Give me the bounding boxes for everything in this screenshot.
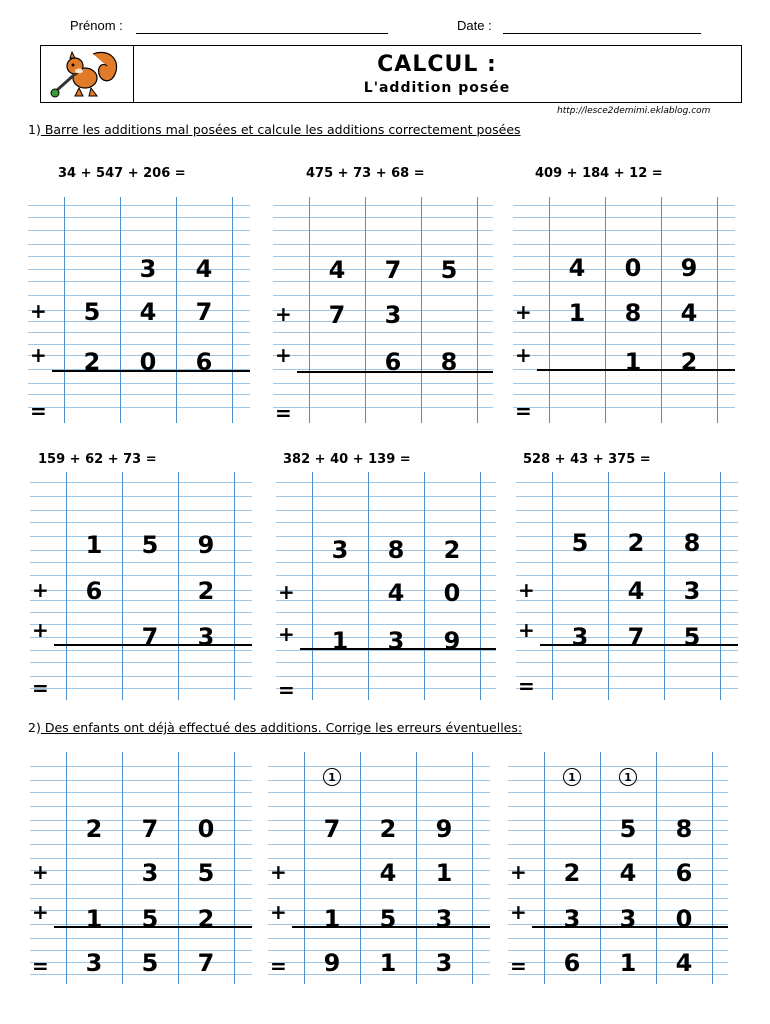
digit-cell: 3: [141, 859, 159, 887]
grid-hline: [513, 205, 735, 206]
digit-cell: 2: [85, 815, 103, 843]
plus-sign: +: [515, 300, 532, 324]
grid-hline: [276, 624, 496, 625]
equals-sign: =: [32, 954, 49, 978]
result-cell[interactable]: 1: [619, 949, 637, 977]
grid-hline: [30, 662, 252, 663]
digit-cell: 8: [387, 536, 405, 564]
digit-cell: 7: [384, 256, 402, 284]
digit-cell: 4: [568, 254, 586, 282]
grid-hline: [513, 383, 735, 384]
digit-cell: 2: [563, 859, 581, 887]
digit-cell: 5: [683, 623, 701, 651]
digit-cell: 7: [141, 815, 159, 843]
grid-hline: [268, 844, 490, 845]
digit-cell: 9: [197, 531, 215, 559]
expression-4: 159 + 62 + 73 =: [38, 452, 157, 467]
grid-hline: [508, 766, 728, 767]
digit-cell: 6: [384, 348, 402, 376]
digit-cell: 4: [328, 256, 346, 284]
grid-vline: [477, 197, 478, 423]
section2-number: 2): [28, 720, 41, 735]
digit-cell: 1: [435, 859, 453, 887]
addition-grid-7: [30, 752, 252, 984]
grid-hline: [273, 383, 493, 384]
grid-hline: [30, 792, 252, 793]
digit-cell: 5: [571, 529, 589, 557]
digit-cell: 0: [197, 815, 215, 843]
grid-hline: [508, 844, 728, 845]
grid-hline: [276, 482, 496, 483]
grid-hline: [516, 562, 738, 563]
digit-cell: 9: [680, 254, 698, 282]
digit-cell: 0: [675, 905, 693, 933]
expression-6: 528 + 43 + 375 =: [523, 452, 651, 467]
grid-hline: [30, 780, 252, 781]
grid-vline: [234, 752, 235, 984]
addition-grid-2: [273, 197, 493, 423]
digit-cell: 5: [440, 256, 458, 284]
digit-cell: 8: [683, 529, 701, 557]
grid-vline: [712, 752, 713, 984]
equals-sign: =: [518, 674, 535, 698]
grid-vline: [717, 197, 718, 423]
grid-hline: [30, 510, 252, 511]
addition-grid-1: [28, 197, 250, 423]
logo-cell: [41, 46, 134, 102]
digit-cell: 4: [139, 298, 157, 326]
plus-sign: +: [518, 578, 535, 602]
plus-sign: +: [30, 343, 47, 367]
grid-hline: [513, 295, 735, 296]
equals-sign: =: [515, 399, 532, 423]
addition-grid-4: [30, 472, 252, 700]
grid-hline: [28, 332, 250, 333]
digit-cell: 8: [440, 348, 458, 376]
grid-hline: [516, 676, 738, 677]
grid-vline: [472, 752, 473, 984]
title-box: [40, 45, 742, 103]
section2-text: Des enfants ont déjà effectué des additions. Corrige les erreurs éventuelles:: [40, 720, 523, 735]
grid-hline: [516, 482, 738, 483]
plus-sign: +: [278, 580, 295, 604]
grid-hline: [28, 244, 250, 245]
grid-hline: [273, 394, 493, 395]
digit-cell: 2: [680, 348, 698, 376]
digit-cell: 3: [387, 627, 405, 655]
page-subtitle: L'addition posée: [363, 80, 511, 96]
digit-cell: 4: [195, 255, 213, 283]
digit-cell: 2: [83, 348, 101, 376]
expression-2: 475 + 73 + 68 =: [306, 166, 425, 181]
result-cell[interactable]: 5: [141, 949, 159, 977]
grid-hline: [276, 662, 496, 663]
prenom-line[interactable]: [136, 33, 388, 34]
digit-cell: 3: [139, 255, 157, 283]
grid-hline: [276, 522, 496, 523]
result-cell[interactable]: 3: [435, 949, 453, 977]
plus-sign: +: [270, 860, 287, 884]
digit-cell: 5: [379, 905, 397, 933]
equals-sign: =: [32, 676, 49, 700]
grid-hline: [508, 780, 728, 781]
digit-cell: 5: [619, 815, 637, 843]
plus-sign: +: [515, 343, 532, 367]
grid-vline: [122, 472, 123, 700]
grid-vline: [234, 472, 235, 700]
grid-hline: [273, 217, 493, 218]
grid-hline: [30, 676, 252, 677]
grid-hline: [30, 562, 252, 563]
addition-grid-9: [508, 752, 728, 984]
digit-cell: 7: [627, 623, 645, 651]
grid-hline: [268, 792, 490, 793]
digit-cell: 3: [331, 536, 349, 564]
section2-instruction: [28, 720, 522, 735]
grid-hline: [276, 496, 496, 497]
digit-cell: 0: [139, 348, 157, 376]
digit-cell: 0: [624, 254, 642, 282]
grid-hline: [276, 676, 496, 677]
digit-cell: 1: [331, 627, 349, 655]
section1-number: 1): [28, 122, 41, 137]
plus-sign: +: [275, 302, 292, 326]
digit-cell: 4: [627, 577, 645, 605]
digit-cell: 8: [675, 815, 693, 843]
prenom-label: Prénom :: [70, 18, 123, 33]
grid-hline: [30, 898, 252, 899]
digit-cell: 3: [619, 905, 637, 933]
grid-hline: [516, 612, 738, 613]
digit-cell: 2: [443, 536, 461, 564]
grid-hline: [273, 244, 493, 245]
grid-vline: [480, 472, 481, 700]
result-cell[interactable]: 7: [197, 949, 215, 977]
digit-cell: 5: [83, 298, 101, 326]
digit-cell: 0: [443, 579, 461, 607]
grid-hline: [273, 407, 493, 408]
equals-sign: =: [510, 954, 527, 978]
grid-hline: [276, 575, 496, 576]
result-cell[interactable]: 3: [85, 949, 103, 977]
date-label: Date :: [457, 18, 492, 33]
result-cell[interactable]: 9: [323, 949, 341, 977]
grid-hline: [508, 898, 728, 899]
digit-cell: 1: [568, 299, 586, 327]
expression-5: 382 + 40 + 139 =: [283, 452, 411, 467]
grid-hline: [516, 662, 738, 663]
digit-cell: 4: [680, 299, 698, 327]
grid-hline: [28, 383, 250, 384]
grid-hline: [268, 766, 490, 767]
plus-sign: +: [32, 860, 49, 884]
digit-cell: 4: [387, 579, 405, 607]
page-title: CALCUL :: [377, 52, 497, 77]
digit-cell: 5: [197, 859, 215, 887]
digit-cell: 1: [85, 905, 103, 933]
grid-hline: [28, 295, 250, 296]
plus-sign: +: [510, 900, 527, 924]
plus-sign: +: [518, 618, 535, 642]
grid-vline: [720, 472, 721, 700]
grid-hline: [273, 205, 493, 206]
grid-hline: [30, 496, 252, 497]
grid-vline: [421, 197, 422, 423]
grid-hline: [276, 688, 496, 689]
digit-cell: 3: [571, 623, 589, 651]
grid-hline: [30, 938, 252, 939]
digit-cell: 8: [624, 299, 642, 327]
grid-hline: [28, 344, 250, 345]
grid-hline: [513, 217, 735, 218]
grid-hline: [30, 482, 252, 483]
grid-hline: [508, 938, 728, 939]
grid-hline: [276, 612, 496, 613]
expression-3: 409 + 184 + 12 =: [535, 166, 663, 181]
digit-cell: 3: [683, 577, 701, 605]
digit-cell: 4: [619, 859, 637, 887]
digit-cell: 3: [435, 905, 453, 933]
grid-hline: [513, 230, 735, 231]
addition-grid-8: [268, 752, 490, 984]
grid-vline: [232, 197, 233, 423]
grid-hline: [516, 496, 738, 497]
grid-hline: [268, 806, 490, 807]
digit-cell: 3: [563, 905, 581, 933]
digit-cell: 7: [141, 623, 159, 651]
addition-grid-6: [516, 472, 738, 700]
grid-hline: [30, 806, 252, 807]
grid-hline: [276, 510, 496, 511]
plus-sign: +: [270, 900, 287, 924]
addition-grid-3: [513, 197, 735, 423]
equals-sign: =: [30, 399, 47, 423]
source-url: http://lesce2demimi.eklablog.com: [557, 106, 711, 116]
equals-sign: =: [270, 954, 287, 978]
digit-cell: 2: [627, 529, 645, 557]
expression-1: 34 + 547 + 206 =: [58, 166, 186, 181]
grid-vline: [552, 472, 553, 700]
grid-hline: [273, 295, 493, 296]
grid-hline: [273, 230, 493, 231]
digit-cell: 1: [624, 348, 642, 376]
result-cell[interactable]: 1: [379, 949, 397, 977]
grid-hline: [30, 612, 252, 613]
grid-hline: [513, 407, 735, 408]
grid-hline: [28, 205, 250, 206]
grid-hline: [30, 688, 252, 689]
grid-hline: [273, 344, 493, 345]
grid-hline: [513, 332, 735, 333]
digit-cell: 9: [435, 815, 453, 843]
result-cell[interactable]: 6: [563, 949, 581, 977]
grid-hline: [28, 217, 250, 218]
squirrel-with-pencil-icon: [41, 46, 131, 101]
digit-cell: 2: [197, 577, 215, 605]
grid-hline: [268, 938, 490, 939]
plus-sign: +: [278, 622, 295, 646]
digit-cell: 6: [195, 348, 213, 376]
digit-cell: 3: [197, 623, 215, 651]
digit-cell: 1: [323, 905, 341, 933]
digit-cell: 6: [85, 577, 103, 605]
grid-hline: [273, 332, 493, 333]
carry-circle: 1: [619, 768, 637, 786]
equals-sign: =: [278, 678, 295, 702]
grid-vline: [312, 472, 313, 700]
grid-hline: [28, 407, 250, 408]
grid-hline: [516, 688, 738, 689]
date-line[interactable]: [503, 33, 701, 34]
grid-hline: [30, 766, 252, 767]
grid-hline: [30, 844, 252, 845]
digit-cell: 7: [195, 298, 213, 326]
grid-hline: [513, 244, 735, 245]
addition-grid-5: [276, 472, 496, 700]
plus-sign: +: [275, 343, 292, 367]
result-cell[interactable]: 4: [675, 949, 693, 977]
grid-hline: [508, 806, 728, 807]
digit-cell: 4: [379, 859, 397, 887]
digit-cell: 6: [675, 859, 693, 887]
section1-text: Barre les additions mal posées et calcule les additions correctement posées: [40, 122, 521, 137]
digit-cell: 2: [197, 905, 215, 933]
digit-cell: 5: [141, 905, 159, 933]
digit-cell: 2: [379, 815, 397, 843]
digit-cell: 9: [443, 627, 461, 655]
grid-hline: [30, 522, 252, 523]
carry-circle: 1: [563, 768, 581, 786]
grid-hline: [268, 780, 490, 781]
grid-hline: [268, 898, 490, 899]
plus-sign: +: [30, 299, 47, 323]
plus-sign: +: [32, 618, 49, 642]
plus-sign: +: [510, 860, 527, 884]
digit-cell: 3: [384, 301, 402, 329]
grid-hline: [513, 394, 735, 395]
digit-cell: 1: [85, 531, 103, 559]
digit-cell: 7: [323, 815, 341, 843]
section1-instruction: [28, 122, 521, 137]
digit-cell: 7: [328, 301, 346, 329]
grid-hline: [516, 522, 738, 523]
plus-sign: +: [32, 578, 49, 602]
grid-hline: [28, 394, 250, 395]
digit-cell: 5: [141, 531, 159, 559]
grid-hline: [513, 344, 735, 345]
grid-hline: [516, 510, 738, 511]
grid-hline: [508, 792, 728, 793]
equals-sign: =: [275, 401, 292, 425]
grid-hline: [28, 230, 250, 231]
plus-sign: +: [32, 900, 49, 924]
carry-circle: 1: [323, 768, 341, 786]
